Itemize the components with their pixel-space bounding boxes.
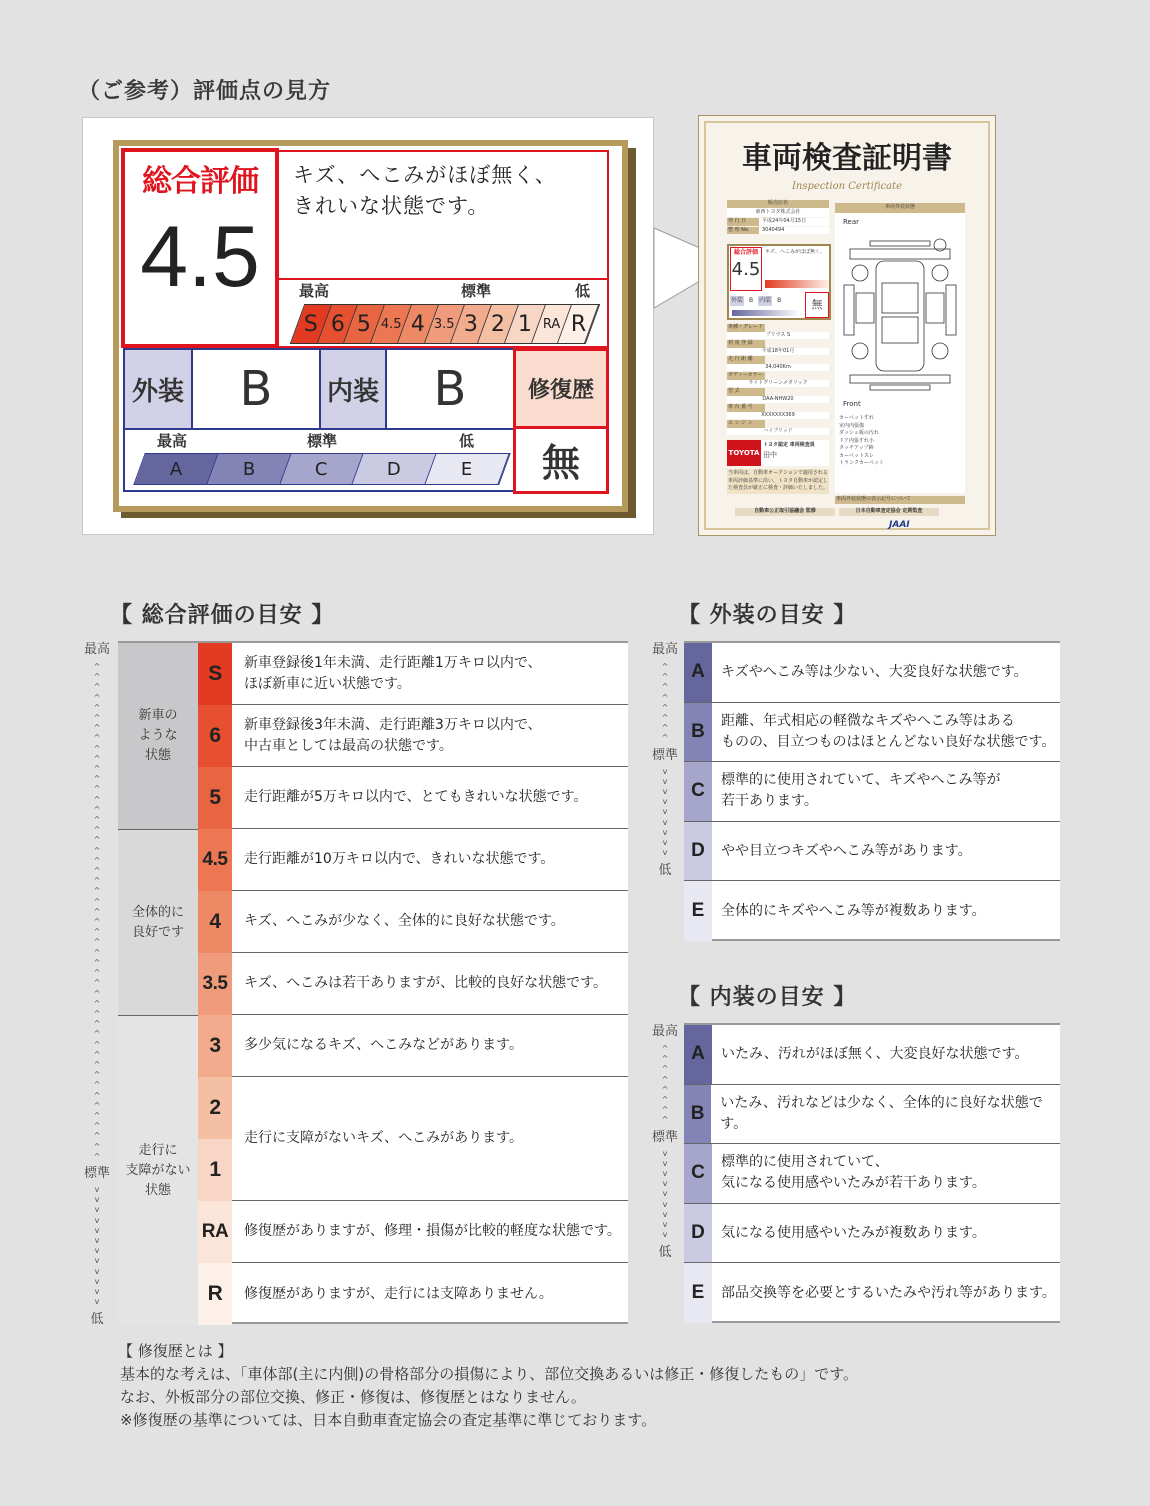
certificate-number: 3040494	[762, 226, 785, 233]
score-scale-label: 1	[517, 311, 532, 337]
score-description: キズ、へこみは若干ありますが、比較的良好な状態です。	[232, 953, 628, 1015]
down-arrows-icon: v v v v v v v v v v v v	[94, 1184, 100, 1307]
interior-guide-title: 【 内装の目安 】	[678, 985, 857, 1010]
score-description: 走行距離が10万キロ以内で、きれいな状態です。	[232, 829, 628, 891]
overall-score: 4.5	[140, 209, 260, 305]
scale-low: 低	[575, 282, 591, 300]
grade-cell: C	[684, 1144, 712, 1203]
score-scale	[279, 278, 609, 348]
field-value: DAA-NHW20	[727, 396, 829, 404]
score-cell: 3.5	[198, 953, 232, 1015]
description-line: キズ、へこみがほぼ無く、	[293, 163, 557, 187]
inspector-title: トヨタ認定 車両検査員	[763, 442, 815, 448]
grade-row	[684, 1025, 1060, 1085]
field-value: ライトグリーンメタリック	[727, 380, 829, 388]
grade-row	[684, 1204, 1060, 1264]
grade-cell: B	[684, 1085, 711, 1144]
grade-description: 気になる使用感やいたみが複数あります。	[721, 1224, 986, 1241]
score-scale-label: 2	[491, 311, 505, 337]
score-description: 新車登録後1年未満、走行距離1万キロ以内で、 ほぼ新車に近い状態です。	[232, 643, 628, 705]
exterior-value: B	[239, 361, 273, 417]
mini-description: キズ、へこみがほぼ無く、	[765, 249, 825, 255]
jaai-logo: JAAI	[889, 520, 910, 530]
group-label: 新車の ような 状態	[118, 643, 198, 829]
score-scale-label: 4	[410, 311, 425, 337]
score-scale-label: S	[303, 311, 318, 337]
grade-cell: E	[684, 881, 712, 941]
diagram-header: 車両外装状態	[835, 203, 965, 213]
down-arrows-icon: v v v v v v v v v	[662, 1148, 668, 1240]
toyota-logo: TOYOTA	[727, 440, 761, 466]
up-arrows-icon: ^ ^ ^ ^ ^ ^ ^ ^	[661, 1044, 669, 1125]
exterior-guide-title: 【 外装の目安 】	[678, 603, 857, 628]
field-value: プリウス S	[727, 332, 829, 340]
mini-evaluation-card	[727, 244, 831, 320]
grade-scale-label: A	[169, 458, 183, 480]
vehicle-field	[727, 324, 829, 339]
score-description: 多少気になるキズ、へこみなどがあります。	[232, 1015, 628, 1077]
grade-scale-label: B	[242, 458, 255, 480]
grade-cell: A	[684, 1025, 712, 1084]
mini-interior-value: B	[777, 297, 782, 304]
score-description: 走行に支障がないキズ、へこみがあります。	[232, 1077, 628, 1201]
score-scale-bars	[290, 304, 601, 344]
description-line: きれいな状態です。	[293, 194, 490, 218]
grade-row	[684, 822, 1060, 882]
certificate-statement: 当車両は、自動車オークションで適用される車両評価基準に沿い、トヨタ自動車が認定した検査員が厳正に検査・評価いたしました。	[727, 469, 829, 494]
grade-cell: D	[684, 822, 712, 881]
grade-scale-cell	[280, 454, 364, 484]
certificate-subtitle: Inspection Certificate	[791, 181, 903, 192]
grade-scale-cell	[207, 454, 291, 484]
grade-scale-cell	[426, 454, 510, 484]
grade-low: 低	[459, 432, 475, 450]
axis-mid-label: 標準	[651, 747, 678, 763]
down-arrows-icon: v v v v v v v v v	[662, 766, 668, 858]
exterior-interior-section	[123, 348, 515, 492]
grade-scale-label: D	[387, 458, 402, 480]
org-1: 自動車公正取引協議会 監修	[735, 508, 835, 516]
axis-high-label: 最高	[83, 642, 110, 657]
grade-mid: 標準	[307, 432, 338, 450]
interior-guide-table	[684, 1023, 1060, 1323]
grade-scale-label: E	[461, 458, 473, 480]
mini-exterior-label: 外装	[731, 297, 744, 304]
field-value: 34,040Km	[727, 364, 829, 372]
axis-high-label: 最高	[651, 1024, 678, 1039]
score-cell: R	[198, 1263, 232, 1325]
score-description: 走行距離が5万キロ以内で、とてもきれいな状態です。	[232, 767, 628, 829]
grade-scale-bars	[133, 453, 511, 485]
dealer-name: 東西トヨタ株式会社	[727, 208, 829, 218]
score-cell: 1	[198, 1139, 232, 1201]
exterior-axis	[648, 640, 682, 945]
vehicle-field	[727, 340, 829, 355]
grade-description: 全体的にキズやへこみ等が複数あります。	[721, 902, 986, 919]
notes-title: 【 修復歴とは 】	[118, 1342, 233, 1360]
interior-value: B	[433, 361, 467, 417]
issue-date: 平成24年04月15日	[762, 218, 807, 224]
grade-row	[684, 1263, 1060, 1323]
grade-cell: B	[684, 703, 712, 762]
notes-line: 基本的な考えは、「車体部(主に内側)の骨格部分の損傷により、部位交換あるいは修正・修復したもの」です。	[120, 1365, 859, 1383]
group-label: 走行に 支障がない 状態	[118, 1015, 198, 1325]
axis-mid-label: 標準	[651, 1129, 678, 1145]
field-label: 車種・グレード	[728, 324, 764, 330]
page-title: （ご参考）評価点の見方	[78, 79, 332, 104]
field-label: ボディーカラー	[727, 372, 765, 380]
certificate-title: 車両検査証明書	[742, 141, 952, 176]
score-scale-label: 6	[330, 311, 345, 337]
score-cell: 2	[198, 1077, 232, 1139]
remark-item: トランクカーペット	[839, 460, 884, 466]
overall-guide-table	[118, 641, 628, 1324]
grade-description: やや目立つキズやへこみ等があります。	[721, 842, 972, 859]
org-2: 日本自動車査定協会 定期監査	[839, 508, 939, 516]
dealer-header: 販売店名	[727, 200, 829, 208]
mini-interior-label: 内装	[759, 297, 772, 304]
exterior-guide-table	[684, 641, 1060, 941]
inspection-certificate	[698, 115, 996, 536]
field-label: エ ン ジ ン	[727, 420, 765, 428]
score-cell: 4.5	[198, 829, 232, 891]
inspector-block	[727, 440, 829, 466]
interior-axis	[648, 1022, 682, 1327]
mini-exterior-value: B	[749, 297, 754, 304]
up-arrows-icon: ^ ^ ^ ^ ^ ^ ^ ^ ^ ^ ^ ^ ^ ^ ^ ^ ^ ^ ^ ^ ^ ^ ^ ^ ^ ^ ^ ^ ^ ^ ^ ^ ^ ^ ^ ^ ^ ^ ^ ^ ^ ^ ^ ^ ^ ^ ^ ^ ^	[93, 662, 101, 1161]
score-description: 修復歴がありますが、修理・損傷が比較的軽度な状態です。	[232, 1201, 628, 1263]
overall-guide-title: 【 総合評価の目安 】	[110, 603, 335, 628]
grade-scale-cell	[135, 454, 219, 484]
mini-overall-label: 総合評価	[733, 249, 758, 256]
notes-line: ※修復歴の基準については、日本自動車査定協会の査定基準に準じております。	[120, 1411, 657, 1429]
score-scale-label: R	[570, 311, 586, 337]
grade-description: いたみ、汚れがほぼ無く、大変良好な状態です。	[721, 1045, 1029, 1062]
field-label: 型 式	[727, 388, 765, 396]
axis-mid-label: 標準	[83, 1165, 110, 1181]
grade-cell: A	[684, 643, 712, 702]
grade-row	[684, 881, 1060, 941]
repair-history-box	[513, 348, 609, 494]
grade-row	[684, 1144, 1060, 1204]
grade-description: 距離、年式相応の軽微なキズやへこみ等はある ものの、目立つものはほとんどない良好な状態です。	[721, 712, 1056, 750]
grade-row	[684, 1085, 1060, 1145]
overall-description	[279, 150, 609, 280]
field-label: 走 行 距 離	[727, 356, 765, 364]
score-cell: 5	[198, 767, 232, 829]
group-label: 全体的に 良好です	[118, 829, 198, 1015]
grade-cell: E	[684, 1263, 712, 1323]
mini-overall-score: 4.5	[731, 259, 761, 280]
issue-label: 発 行 日	[727, 218, 759, 226]
evaluation-card	[113, 140, 628, 512]
remarks-list	[839, 415, 884, 468]
inspector-name: 田中	[763, 450, 777, 459]
scale-high: 最高	[299, 282, 330, 300]
score-scale-label: 3	[464, 311, 479, 337]
score-cell: 4	[198, 891, 232, 953]
remark-item: 室内内張傷	[839, 422, 865, 429]
grade-cell: D	[684, 1204, 712, 1263]
notes-line: なお、外板部分の部位交換、修正・修復は、修復歴とはなりません。	[120, 1388, 586, 1406]
score-description: 新車登録後3年未満、走行距離3万キロ以内で、 中古車としては最高の状態です。	[232, 705, 628, 767]
field-value: XXXXXXX369	[727, 412, 829, 420]
axis-low-label: 低	[658, 1245, 672, 1261]
grade-row	[684, 643, 1060, 703]
exterior-diagram-panel	[835, 203, 965, 493]
grade-high: 最高	[157, 432, 188, 450]
score-scale-label: 5	[357, 311, 372, 337]
field-label: 初 度 登 録	[727, 340, 765, 348]
score-cell: RA	[198, 1201, 232, 1263]
grade-description: いたみ、汚れなどは少なく、全体的に良好な状態です。	[720, 1094, 1043, 1132]
grade-description: 標準的に使用されていて、キズやへこみ等が 若干あります。	[721, 772, 1001, 810]
score-scale-label: RA	[542, 316, 561, 332]
score-scale-label: 4.5	[380, 316, 402, 332]
scale-mid: 標準	[461, 282, 492, 300]
front-label: Front	[843, 400, 861, 408]
score-cell: 6	[198, 705, 232, 767]
grade-description: 部品交換等を必要とするいたみや汚れ等があります。	[721, 1284, 1056, 1301]
axis-low-label: 低	[90, 1312, 104, 1328]
score-scale-label: 3.5	[434, 316, 455, 332]
field-label: 車 台 番 号	[727, 404, 765, 412]
grade-row	[684, 703, 1060, 763]
vehicle-field	[727, 372, 829, 387]
score-description: キズ、へこみが少なく、全体的に良好な状態です。	[232, 891, 628, 953]
axis-high-label: 最高	[651, 642, 678, 657]
overall-label: 総合評価	[142, 164, 258, 199]
vehicle-fields	[727, 324, 829, 436]
field-value: 平成18年01月	[727, 348, 829, 356]
grade-scale-cell	[353, 454, 437, 484]
vehicle-field	[727, 404, 829, 419]
remark-item: カーペットすれ	[839, 415, 874, 421]
remark-item: ダッシュ板の汚れ	[839, 430, 879, 436]
vehicle-field	[727, 356, 829, 371]
remark-item: カーペットスレ	[839, 452, 874, 459]
score-description: 修復歴がありますが、走行には支障ありません。	[244, 1285, 553, 1302]
up-arrows-icon: ^ ^ ^ ^ ^ ^ ^ ^	[661, 662, 669, 743]
remark-item: ドア内張すれ小	[839, 437, 874, 444]
grade-scale-label: C	[315, 458, 328, 480]
overall-score-box	[121, 148, 279, 348]
number-label: 整 理 No.	[727, 227, 759, 235]
repair-value: 無	[541, 439, 580, 485]
repair-history-notes	[118, 1340, 858, 1432]
grade-cell: C	[684, 762, 712, 821]
grade-description: 標準的に使用されていて、 気になる使用感やいたみが若干あります。	[721, 1154, 986, 1192]
remark-item: タッチアップ跡	[839, 445, 874, 451]
grade-row	[684, 762, 1060, 822]
vehicle-field	[727, 388, 829, 403]
legend-title: 車両外装状態の表示記号について	[835, 496, 965, 504]
score-cell: 3	[198, 1015, 232, 1077]
overall-axis	[80, 640, 114, 1330]
field-value: ハイブリッド	[727, 428, 829, 436]
score-cell: S	[198, 643, 232, 705]
interior-label: 内装	[319, 350, 387, 428]
exterior-label: 外装	[125, 350, 193, 428]
mini-repair-value: 無	[805, 292, 829, 318]
repair-label: 修復歴	[516, 351, 606, 429]
axis-low-label: 低	[658, 863, 672, 879]
car-diagram-icon	[840, 233, 960, 393]
vehicle-field	[727, 420, 829, 435]
grade-description: キズやへこみ等は少ない、大変良好な状態です。	[721, 663, 1028, 680]
rear-label: Rear	[843, 218, 860, 226]
